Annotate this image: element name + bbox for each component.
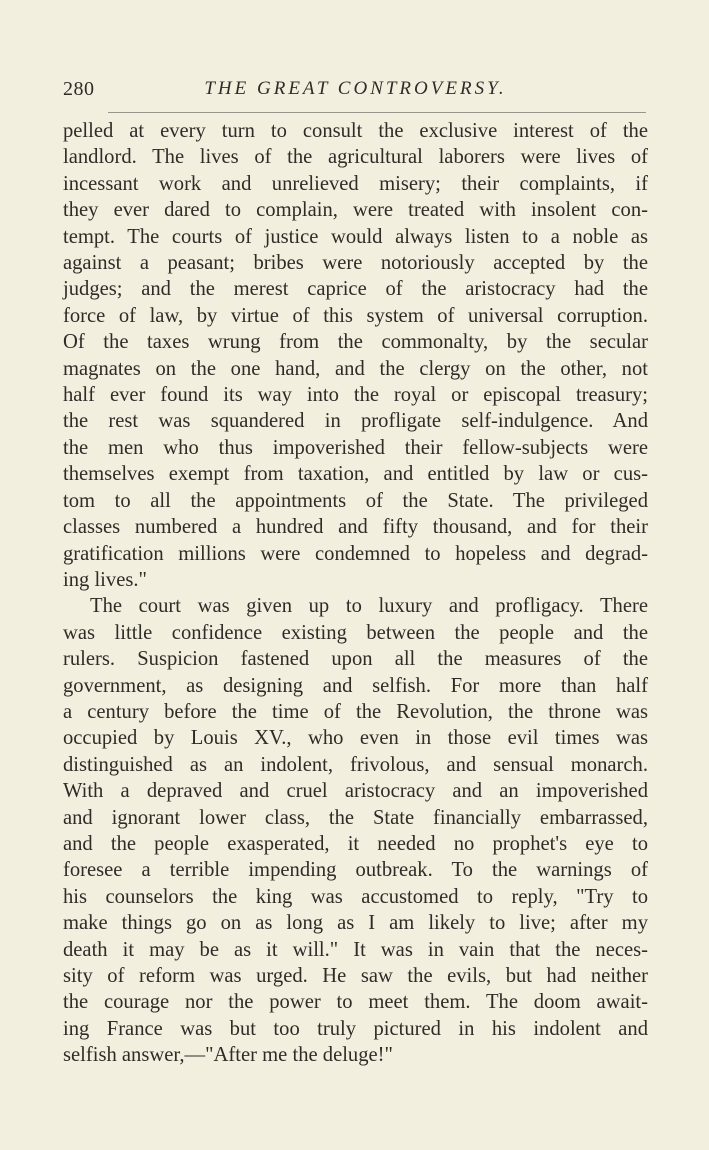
paragraph — [63, 593, 648, 1068]
text-line: selfish answer,—"After me the deluge!" — [63, 1044, 393, 1067]
text-line: and the people exasperated, it needed no prophet's eye to — [63, 832, 648, 855]
paragraph-continued — [63, 118, 648, 593]
text-line: the rest was squandered in profligate self-indulgence. And — [63, 410, 648, 433]
text-line: tom to all the appointments of the State. The privileged — [63, 489, 648, 512]
text-line: Of the taxes wrung from the commonalty, by the secular — [63, 331, 648, 354]
text-line: they ever dared to complain, were treated with insolent con- — [63, 199, 648, 222]
text-line: landlord. The lives of the agricultural laborers were lives of — [63, 146, 648, 169]
text-line: sity of reform was urged. He saw the evils, but had neither — [63, 965, 648, 987]
text-line: the courage nor the power to meet them. The doom await- — [63, 991, 648, 1014]
text-line: half ever found its way into the royal or episcopal treasury; — [63, 384, 648, 407]
text-line: classes numbered a hundred and fifty thousand, and for their — [63, 516, 648, 539]
text-line: against a peasant; bribes were notoriously accepted by the — [63, 252, 648, 275]
text-line: tempt. The courts of justice would always listen to a noble as — [63, 225, 648, 248]
page-number: 280 — [63, 78, 95, 100]
text-line: the men who thus impoverished their fellow-subjects were — [63, 436, 648, 459]
text-line: incessant work and unrelieved misery; their complaints, if — [63, 172, 648, 195]
text-line: pelled at every turn to consult the exclusive interest of the — [63, 120, 648, 142]
page-header — [63, 78, 648, 104]
text-line: and ignorant lower class, the State financially embarrassed, — [63, 806, 648, 829]
text-line: foresee a terrible impending outbreak. To the warnings of — [63, 859, 648, 882]
text-line: ing France was but too truly pictured in his indolent and — [63, 1017, 648, 1040]
text-line: distinguished as an indolent, frivolous, and sensual monarch. — [63, 753, 648, 776]
header-rule — [108, 112, 646, 113]
text-line: occupied by Louis XV., who even in those evil times was — [63, 727, 648, 750]
text-line: a century before the time of the Revolution, the throne was — [63, 700, 648, 723]
text-line: his counselors the king was accustomed to reply, "Try to — [63, 885, 648, 908]
text-line: ing lives." — [63, 568, 147, 591]
text-line: magnates on the one hand, and the clergy on the other, not — [63, 357, 648, 380]
text-line: was little confidence existing between the people and the — [63, 621, 648, 644]
text-line: themselves exempt from taxation, and entitled by law or cus- — [63, 463, 648, 486]
body-text — [63, 118, 648, 1069]
text-line: gratification millions were condemned to hopeless and degrad- — [63, 542, 648, 565]
text-line: force of law, by virtue of this system of universal corruption. — [63, 304, 648, 327]
text-line: judges; and the merest caprice of the aristocracy had the — [63, 278, 648, 301]
text-line: The court was given up to luxury and profligacy. There — [90, 595, 648, 618]
text-line: rulers. Suspicion fastened upon all the measures of the — [63, 648, 648, 671]
text-line: government, as designing and selfish. For more than half — [63, 674, 648, 697]
running-title: THE GREAT CONTROVERSY. — [204, 78, 507, 99]
text-line: make things go on as long as I am likely to live; after my — [63, 912, 648, 935]
text-line: death it may be as it will." It was in vain that the neces- — [63, 938, 648, 961]
text-line: With a depraved and cruel aristocracy and an impoverished — [63, 780, 648, 803]
